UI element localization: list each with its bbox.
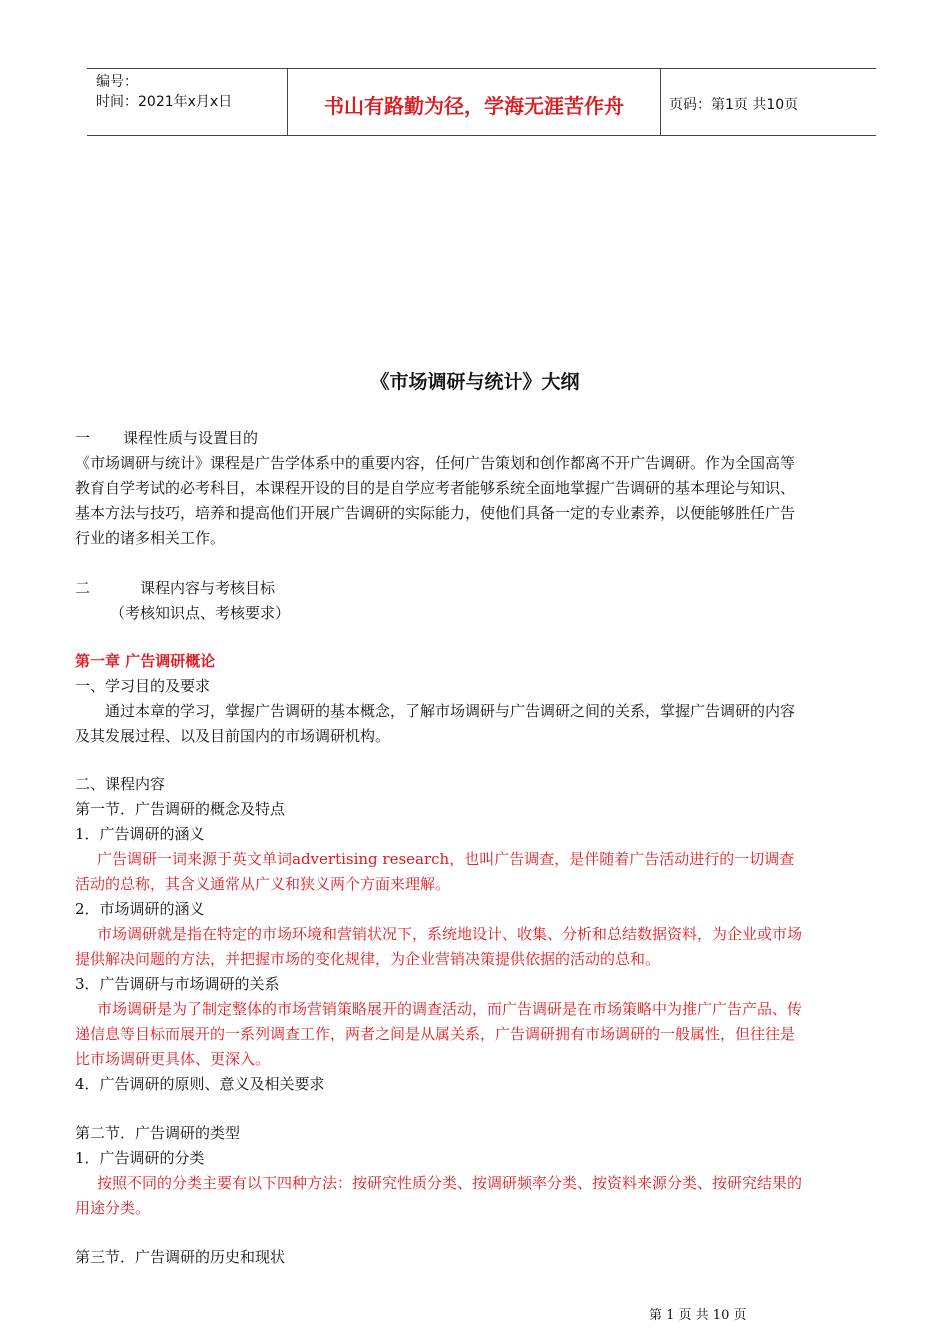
document-title: 《市场调研与统计》大纲 — [370, 371, 580, 393]
motto-banner: 书山有路勤为径，学海无涯苦作舟 — [324, 94, 624, 118]
section-1-heading: 第一节．广告调研的概念及特点 — [75, 800, 286, 818]
section-1-paragraph-line: 教育自学考试的必考科目，本课程开设的目的是自学应考者能够系统全面地掌握广告调研的基本理论与知识、 — [75, 479, 796, 497]
item-body-line: 提供解决问题的方法，并把握市场的变化规律，为企业营销决策提供依据的活动的总和。 — [75, 950, 661, 968]
chapter-1-goal-line: 及其发展过程、以及目前国内的市场调研机构。 — [75, 727, 391, 745]
chapter-1-content-heading: 二、课程内容 — [75, 775, 166, 793]
item-heading: 1．广告调研的分类 — [75, 1149, 205, 1167]
item-body-line: 市场调研就是指在特定的市场环境和营销状况下，系统地设计、收集、分析和总结数据资料，为企业或市场 — [97, 925, 803, 943]
item-body-line: 活动的总称，其含义通常从广义和狭义两个方面来理解。 — [75, 875, 451, 893]
item-heading: 3．广告调研与市场调研的关系 — [75, 975, 280, 993]
item-heading: 4．广告调研的原则、意义及相关要求 — [75, 1075, 325, 1093]
item-heading: 2．市场调研的涵义 — [75, 900, 205, 918]
chapter-1-title: 第一章 广告调研概论 — [75, 652, 216, 670]
footer-page-number: 第 1 页 共 10 页 — [649, 1308, 747, 1323]
item-heading: 1．广告调研的涵义 — [75, 825, 205, 843]
chapter-1-goal-heading: 一、学习目的及要求 — [75, 677, 211, 695]
section-1-paragraph-line: 行业的诸多相关工作。 — [75, 529, 226, 547]
section-2-subtitle: （考核知识点、考核要求） — [110, 604, 291, 622]
section-2-heading: 第二节．广告调研的类型 — [75, 1124, 241, 1142]
doc-time-label: 时间：2021年x月x日 — [96, 94, 233, 110]
section-2-number: 二 — [75, 579, 91, 597]
item-body-line: 递信息等目标而展开的一系列调查工作，两者之间是从属关系，广告调研拥有市场调研的一般属性，但往往是 — [75, 1025, 796, 1043]
item-body-line: 市场调研是为了制定整体的市场营销策略展开的调查活动，而广告调研是在市场策略中为推广广告产品、传 — [97, 1000, 803, 1018]
doc-number-label: 编号： — [96, 74, 138, 90]
section-1-paragraph-line: 基本方法与技巧，培养和提高他们开展广告调研的实际能力，使他们具备一定的专业素养，以便能够胜任广告 — [75, 504, 796, 522]
header-divider-right — [660, 68, 661, 136]
section-2-title: 课程内容与考核目标 — [140, 579, 276, 597]
section-1-paragraph-line: 《市场调研与统计》课程是广告学体系中的重要内容，任何广告策划和创作都离不开广告调研。作为全国高等 — [75, 454, 796, 472]
item-body-line: 按照不同的分类主要有以下四种方法：按研究性质分类、按调研频率分类、按资料来源分类、按研究结果的 — [97, 1174, 803, 1192]
section-3-heading: 第三节．广告调研的历史和现状 — [75, 1248, 286, 1266]
item-body-line: 广告调研一词来源于英文单词advertising research，也叫广告调查，是伴随着广告活动进行的一切调查 — [97, 850, 795, 868]
item-body-line: 比市场调研更具体、更深入。 — [75, 1050, 271, 1068]
chapter-1-goal-line: 通过本章的学习，掌握广告调研的基本概念，了解市场调研与广告调研之间的关系，掌握广告调研的内容 — [105, 702, 796, 720]
header-page-number: 页码：第1页 共10页 — [669, 97, 799, 113]
header-bottom-rule — [87, 135, 876, 136]
item-body-line: 用途分类。 — [75, 1199, 151, 1217]
section-1-title: 课程性质与设置目的 — [123, 429, 259, 447]
header-top-rule — [87, 68, 876, 69]
section-1-number: 一 — [75, 429, 91, 447]
